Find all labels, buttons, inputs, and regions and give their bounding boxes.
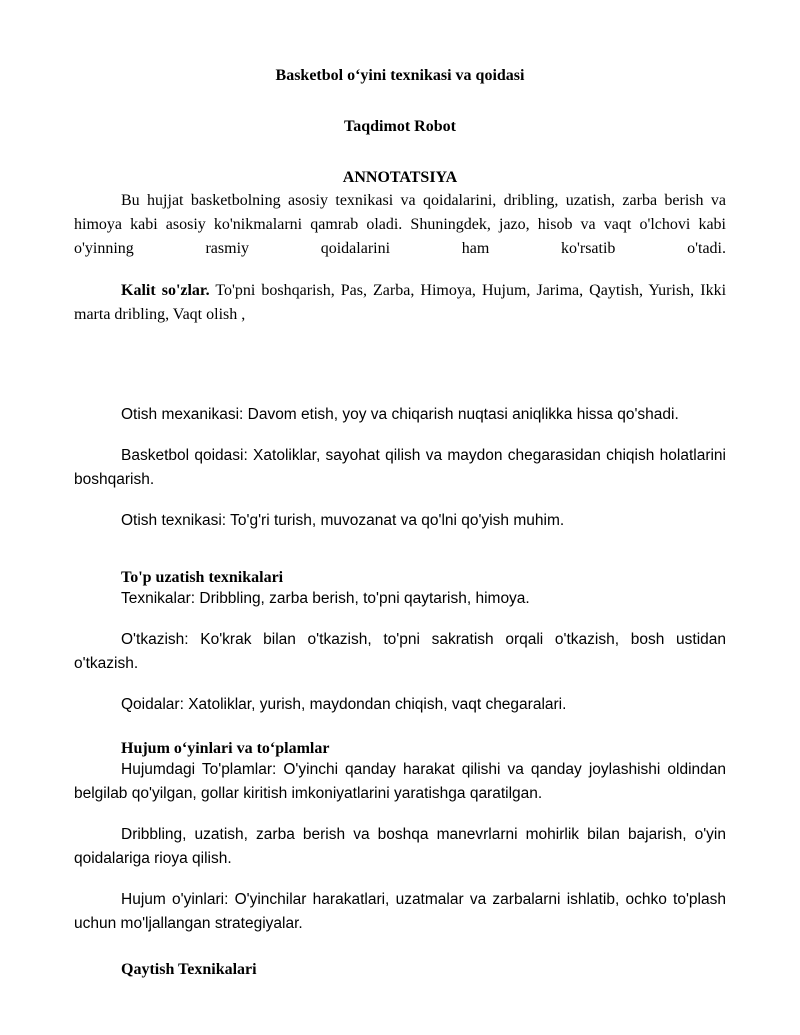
- paragraph-shooting-mechanics: Otish mexanikasi: Davom etish, yoy va chiqarish nuqtasi aniqlikka hissa qo'shadi.: [121, 406, 679, 423]
- section-heading-offense: Hujum o‘yinlari va to‘plamlar: [121, 740, 330, 757]
- keywords-paragraph: [74, 279, 726, 327]
- paragraph-dribbling: Dribbling, uzatish, zarba berish va boshqa manevrlarni mohirlik bilan bajarish, o'yin qoidalariga rioya qilish.: [74, 826, 726, 867]
- annotation-paragraph: Bu hujjat basketbolning asosiy texnikasi va qoidalarini, dribling, uzatish, zarba berish va himoya kabi asosiy ko'nikmalarni qamrab oladi. Shuningdek, jazo, hisob va vaqt o'lchovi kabi o'yinning rasmiy qoidalarini ham ko'rsatib o'tadi.: [74, 192, 726, 257]
- paragraph-rules: Qoidalar: Xatoliklar, yurish, maydondan chiqish, vaqt chegaralari.: [121, 696, 567, 713]
- keywords-text: To'pni boshqarish, Pas, Zarba, Himoya, Hujum, Jarima, Qaytish, Yurish, Ikki marta dribling, Vaqt olish ,: [74, 282, 727, 323]
- document-page: [74, 0, 726, 1035]
- paragraph-techniques: Texnikalar: Dribbling, zarba berish, to'pni qaytarish, himoya.: [121, 590, 530, 607]
- annotation-heading: ANNOTATSIYA: [342, 169, 458, 186]
- paragraph-offense-plays: Hujum o'yinlari: O'yinchilar harakatlari, uzatmalar va zarbalarni ishlatib, ochko to'plash uchun mo'ljallangan strategiyalar.: [74, 891, 726, 932]
- paragraph-passing: O'tkazish: Ko'krak bilan o'tkazish, to'pni sakratish orqali o'tkazish, bosh ustidan o'tkazish.: [74, 631, 726, 672]
- keywords-label: Kalit so'zlar.: [121, 282, 210, 299]
- paragraph-offense-sets: Hujumdagi To'plamlar: O'yinchi qanday harakat qilishi va qanday joylashishi oldindan belgilab qo'yilgan, gollar kiritish imkoniyatlarini yaratishga qaratilgan.: [74, 761, 726, 802]
- section-heading-passing: To'p uzatish texnikalari: [121, 569, 284, 586]
- document-author: Taqdimot Robot: [344, 118, 456, 135]
- paragraph-basketball-rules: Basketbol qoidasi: Xatoliklar, sayohat qilish va maydon chegarasidan chiqish holatlarini boshqarish.: [74, 447, 726, 488]
- paragraph-shooting-technique: Otish texnikasi: To'g'ri turish, muvozanat va qo'lni qo'yish muhim.: [121, 512, 565, 529]
- document-title: Basketbol o‘yini texnikasi va qoidasi: [275, 67, 525, 84]
- section-heading-rebound: Qaytish Texnikalari: [121, 961, 257, 978]
